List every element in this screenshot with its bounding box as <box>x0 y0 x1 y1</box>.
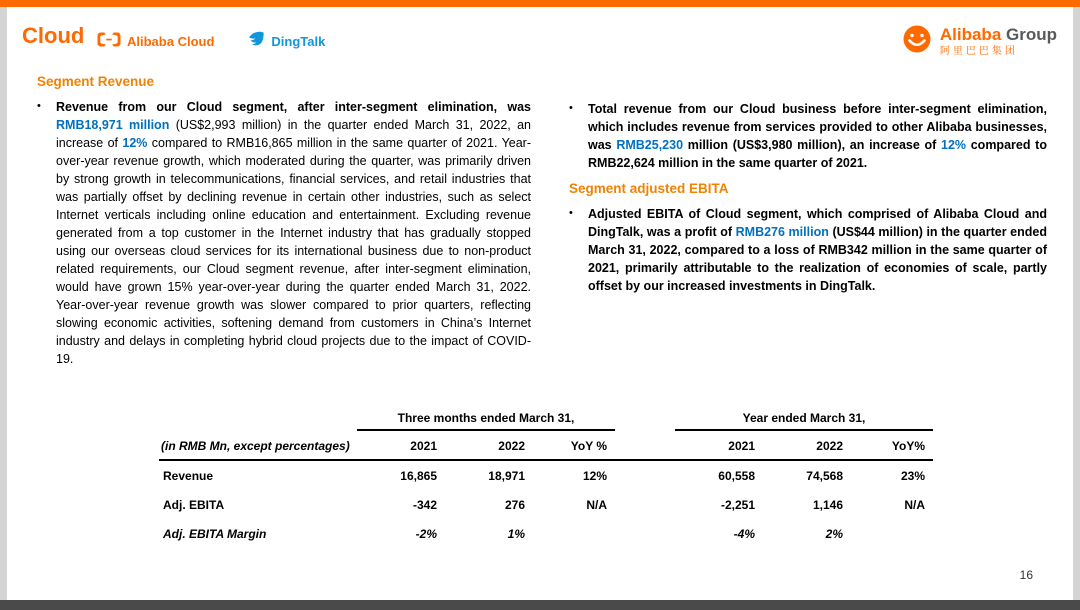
table-cell: 18,971 <box>488 469 525 483</box>
slide <box>7 0 1073 610</box>
table-cell: 2% <box>825 527 843 541</box>
financial-table <box>159 407 933 548</box>
segment-adjusted-ebita-heading: Segment adjusted EBITA <box>569 181 729 196</box>
table-corner-cell <box>159 407 357 430</box>
yoy-percent-highlight: 12% <box>122 136 148 150</box>
segment-revenue-heading: Segment Revenue <box>37 74 155 89</box>
brand-logos <box>97 31 325 52</box>
total-revenue-paragraph: Total revenue from our Cloud business before inter-segment elimination, which includes revenue from services provided to other Alibaba businesses, was RMB25,230 million (US$3,980 million), an increase of 12% compared to RMB22,624 million in the same quarter of 2021. <box>588 102 1047 170</box>
total-revenue-bullet <box>569 100 1047 172</box>
left-column <box>37 74 531 368</box>
table-column-gap <box>615 430 675 460</box>
table-cell: 12% <box>582 469 607 483</box>
page-number: 16 <box>1019 568 1033 582</box>
alibaba-group-name: Alibaba Group <box>939 24 1057 44</box>
alibaba-cloud-brackets-icon <box>97 32 121 52</box>
adjusted-ebita-paragraph: Adjusted EBITA of Cloud segment, which comprised of Alibaba Cloud and DingTalk, was a profit of RMB276 million (US$44 million) in the quarter ended March 31, 2022, compared to a loss of RMB342 million in the same quarter of 2021, primarily attributable to the realization of economies of scale, partly offset by our increased investments in DingTalk. <box>588 207 1047 293</box>
table-column-gap <box>615 519 675 548</box>
column-header: 2022 <box>763 430 851 460</box>
table-cell: 16,865 <box>400 469 437 483</box>
column-header: YoY% <box>851 430 933 460</box>
column-header: 2021 <box>357 430 445 460</box>
dingtalk-wing-icon <box>248 31 265 52</box>
row-label: Adj. EBITA Margin <box>163 527 267 541</box>
row-label: Revenue <box>163 469 214 483</box>
revenue-amount-highlight: RMB18,971 million <box>56 118 170 132</box>
alibaba-cloud-label: Alibaba Cloud <box>127 34 215 49</box>
alibaba-group-wordmark <box>940 26 1057 58</box>
row-label: Adj. EBITA <box>163 498 225 512</box>
column-header: 2021 <box>675 430 763 460</box>
total-yoy-percent-highlight: 12% <box>941 138 967 152</box>
adjusted-ebita-bullet <box>569 205 1047 295</box>
alibaba-cloud-logo <box>97 32 214 52</box>
table-column-gap <box>615 407 675 430</box>
table-units-note: (in RMB Mn, except percentages) <box>159 430 357 460</box>
ebita-amount-highlight: RMB276 million <box>735 225 829 239</box>
table-cell: -342 <box>412 498 437 512</box>
quarter-group-header: Three months ended March 31, <box>357 407 615 430</box>
table-cell: N/A <box>904 498 925 512</box>
table-cell: N/A <box>586 498 607 512</box>
alibaba-smiley-icon <box>901 23 933 60</box>
table-cell: -4% <box>733 527 755 541</box>
right-column <box>569 74 1047 368</box>
column-header: YoY % <box>533 430 615 460</box>
column-header: 2022 <box>445 430 533 460</box>
slide-body <box>37 74 1047 368</box>
table-column-gap <box>615 460 675 490</box>
table-cell: -2% <box>415 527 437 541</box>
table-cell <box>851 519 933 548</box>
table-row-adj-ebita-margin <box>159 519 933 548</box>
bullet-dot: • <box>37 100 41 112</box>
table-cell: 60,558 <box>718 469 755 483</box>
alibaba-group-chinese: 阿里巴巴集团 <box>939 46 1018 58</box>
table-column-gap <box>615 490 675 519</box>
total-revenue-amount-highlight: RMB25,230 <box>616 138 684 152</box>
cloud-revenue-paragraph: Revenue from our Cloud segment, after inter-segment elimination, was RMB18,971 million (US$2,993 million) in the quarter ended March 31, 2022, an increase of 12% compared to RMB16,865 million in the same quarter of 2021. Year-over-year revenue growth, which moderated during the quarter, was primarily driven by strong growth in telecommunications, financial services, and retail industries that was partially offset by declining revenue in certain other industries, such as select Internet verticals including online education and entertainment. Excluding revenue generated from a top customer in the Internet industry that has gradually stopped using our overseas cloud services for its international business due to non-product related requirements, our Cloud segment revenue, after inter-segment elimination, would have grown 15% year-over-year during the quarter ended March 31, 2022. Year-over-year revenue growth was slower compared to prior quarters, reflecting slowing economic activities, softening demand from customers in China’s Internet industry and delays in completing hybrid cloud projects due to the impact of COVID-19. <box>56 100 532 366</box>
table-cell: -2,251 <box>720 498 755 512</box>
page-title: Cloud <box>22 23 85 48</box>
dingtalk-label: DingTalk <box>271 34 326 49</box>
table-cell: 23% <box>900 469 925 483</box>
cloud-revenue-bullet <box>37 98 531 368</box>
table-cell: 276 <box>504 498 525 512</box>
table-column-header-row <box>159 430 933 460</box>
bullet-dot: • <box>569 207 573 219</box>
dingtalk-logo <box>248 31 325 52</box>
bullet-dot: • <box>569 102 573 114</box>
table-row-adj-ebita <box>159 490 933 519</box>
alibaba-group-logo <box>901 23 1057 60</box>
table-group-header-row <box>159 407 933 430</box>
table-cell: 74,568 <box>806 469 843 483</box>
table-cell: 1% <box>507 527 525 541</box>
slide-header <box>7 7 1073 69</box>
year-group-header: Year ended March 31, <box>675 407 933 430</box>
table-row-revenue <box>159 460 933 490</box>
table-cell <box>533 519 615 548</box>
table-cell: 1,146 <box>812 498 843 512</box>
bottom-footer-bar <box>0 600 1080 610</box>
top-accent-bar <box>0 0 1080 7</box>
